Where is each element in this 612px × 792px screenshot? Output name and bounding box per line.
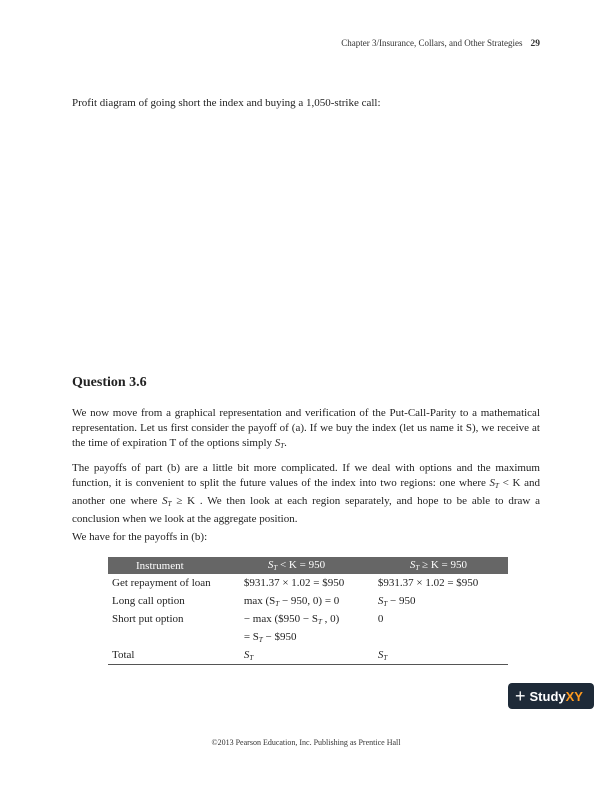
- header-above-strike: $S_T \ge K = 950$: [374, 557, 508, 574]
- table-row: Short put option − max ($950 − $S_T$ , 0) 0: [112, 612, 384, 626]
- question-heading: Question 3.6: [72, 375, 147, 390]
- intro-text: Profit diagram of going short the index and buying a 1,050-strike call:: [72, 97, 381, 109]
- paragraph-1: We now move from a graphical representation and verification of the Put-Call-Parity to a mathematical representation. Let us first consider the payoff of (a). If we buy the index (let us name it S), we receive at the time of expiration T of the options simply $S_T$.: [72, 407, 540, 450]
- paragraph-2: The payoffs of part (b) are a little bit more complicated. If we deal with options and the maximum function, it is convenient to split the future values of the index into two regions: one where $S_T < K$ and another one where $S_T \ge K$ . We then look at each region separately, and hope to be able to draw a conclusion when we look at the aggregate position.: [72, 462, 540, 525]
- chapter-title: Chapter 3/Insurance, Collars, and Other Strategies: [341, 38, 523, 48]
- payoff-table: [108, 557, 508, 665]
- studyxy-logo: + Study XY: [508, 683, 594, 709]
- page-number: 29: [530, 39, 540, 49]
- header-instrument: Instrument: [108, 557, 240, 574]
- table-row: Get repayment of loan $931.37 × 1.02 = $950 $931.37 × 1.02 = $950: [112, 577, 479, 589]
- plus-icon: +: [515, 686, 526, 706]
- copyright-footer: ©2013 Pearson Education, Inc. Publishing as Prentice Hall: [211, 738, 401, 747]
- table-row: Long call option $\max (S_T - 950$, 0) = 0 $S_T - 950$: [112, 594, 416, 608]
- header-below-strike: $S_T < K = 950$: [240, 557, 374, 574]
- paragraph-3: We have for the payoffs in (b):: [72, 531, 208, 543]
- table-header-row: [108, 557, 508, 574]
- table-row-total: Total $S_T$ $S_T$: [108, 646, 508, 665]
- table-row: = $S_T$ − $950: [243, 630, 297, 644]
- running-header: [341, 38, 540, 49]
